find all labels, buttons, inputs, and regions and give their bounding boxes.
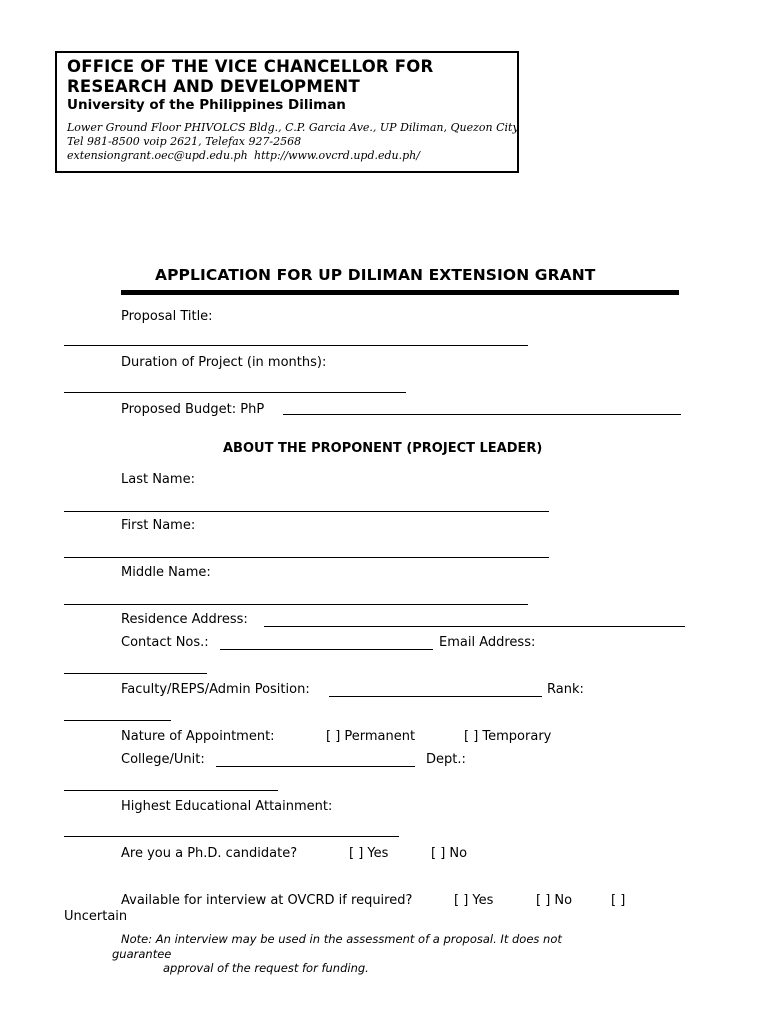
rank-label: Rank: — [547, 682, 584, 697]
interview-label: Available for interview at OVCRD if required? — [121, 893, 413, 908]
residence-field[interactable] — [264, 626, 685, 627]
position-field[interactable] — [329, 696, 542, 697]
appointment-permanent-option[interactable]: [ ] Permanent — [326, 729, 416, 744]
dept-field[interactable] — [64, 790, 278, 791]
office-phone: Tel 981-8500 voip 2621, Telefax 927-2568 — [67, 135, 302, 148]
office-address: Lower Ground Floor PHIVOLCS Bldg., C.P. Garcia Ave., UP Diliman, Quezon City — [67, 121, 519, 134]
duration-label: Duration of Project (in months): — [121, 355, 327, 370]
residence-label: Residence Address: — [121, 612, 248, 627]
university-name: University of the Philippines Diliman — [67, 97, 346, 113]
proposal-title-label: Proposal Title: — [121, 309, 213, 324]
interview-uncertain-checkbox[interactable]: [ ] — [611, 893, 626, 908]
phd-label: Are you a Ph.D. candidate? — [121, 846, 298, 861]
email-label: Email Address: — [439, 635, 536, 650]
office-name-line1: OFFICE OF THE VICE CHANCELLOR FOR — [67, 57, 434, 76]
phd-no-option[interactable]: [ ] No — [431, 846, 468, 861]
education-label: Highest Educational Attainment: — [121, 799, 333, 814]
dept-label: Dept.: — [426, 752, 466, 767]
college-label: College/Unit: — [121, 752, 205, 767]
budget-label: Proposed Budget: PhP — [121, 402, 265, 417]
office-email[interactable]: extensiongrant.oec@upd.edu.ph — [67, 149, 248, 162]
budget-field[interactable] — [283, 414, 681, 415]
interview-no-option[interactable]: [ ] No — [536, 893, 573, 908]
contact-label: Contact Nos.: — [121, 635, 209, 650]
middle-name-field[interactable] — [64, 604, 528, 605]
rank-field[interactable] — [64, 720, 171, 721]
interview-yes-option[interactable]: [ ] Yes — [454, 893, 494, 908]
office-website[interactable]: http://www.ovcrd.upd.edu.ph/ — [254, 149, 420, 162]
first-name-label: First Name: — [121, 518, 196, 533]
position-label: Faculty/REPS/Admin Position: — [121, 682, 310, 697]
email-field[interactable] — [64, 673, 207, 674]
last-name-field[interactable] — [64, 511, 549, 512]
office-name-line2: RESEARCH AND DEVELOPMENT — [67, 77, 360, 96]
first-name-field[interactable] — [64, 557, 549, 558]
section-proponent-heading: ABOUT THE PROPONENT (PROJECT LEADER) — [223, 441, 543, 456]
appointment-temporary-option[interactable]: [ ] Temporary — [464, 729, 552, 744]
note-line2: guarantee — [112, 947, 172, 961]
duration-field[interactable] — [64, 392, 406, 393]
letterhead-box — [55, 51, 519, 173]
education-field[interactable] — [64, 836, 399, 837]
proposal-title-field[interactable] — [64, 345, 528, 346]
title-underline — [121, 290, 679, 295]
interview-uncertain-label: Uncertain — [64, 909, 128, 924]
middle-name-label: Middle Name: — [121, 565, 211, 580]
note-line1: Note: An interview may be used in the assessment of a proposal. It does not — [121, 932, 562, 946]
appointment-label: Nature of Appointment: — [121, 729, 275, 744]
phd-yes-option[interactable]: [ ] Yes — [349, 846, 389, 861]
contact-field[interactable] — [220, 649, 433, 650]
college-field[interactable] — [216, 766, 415, 767]
form-title: APPLICATION FOR UP DILIMAN EXTENSION GRANT — [155, 266, 596, 284]
note-line3: approval of the request for funding. — [163, 961, 369, 975]
last-name-label: Last Name: — [121, 472, 195, 487]
